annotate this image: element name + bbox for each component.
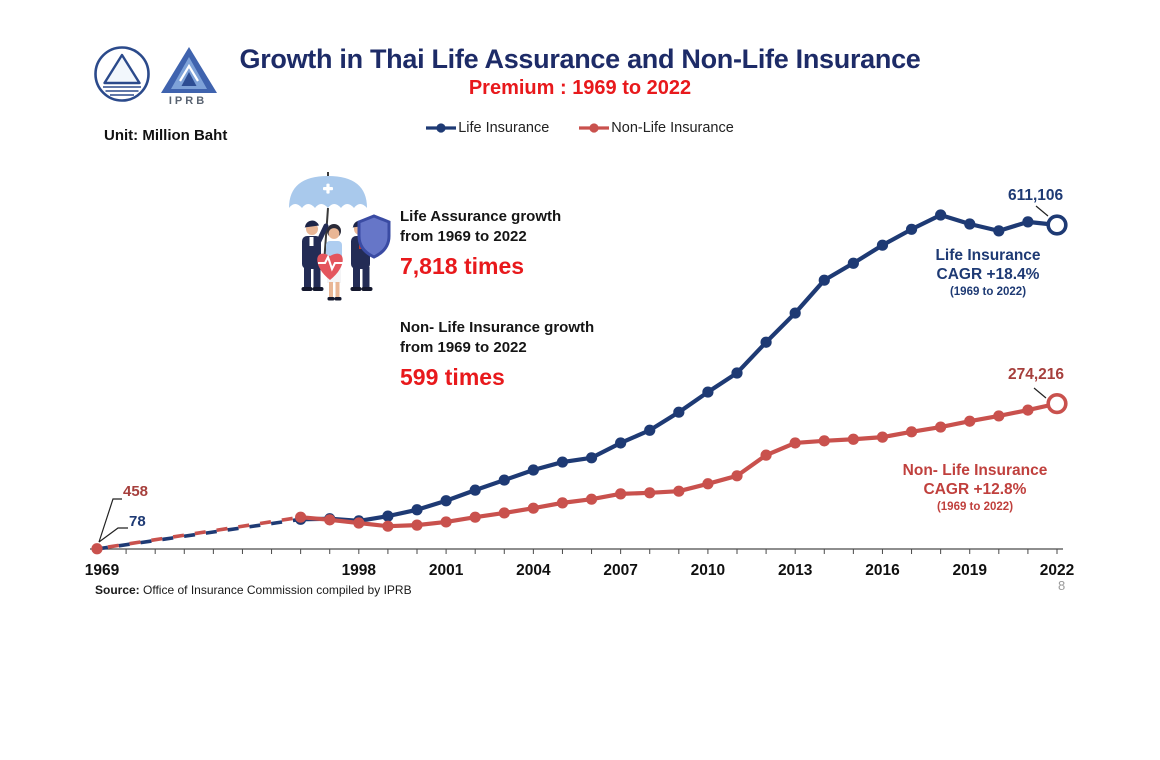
nonlife-growth-times: 599 times [400, 363, 505, 390]
svg-text:2010: 2010 [690, 562, 726, 579]
iprb-logo-text: IPRB [168, 95, 208, 107]
life-cagr-period: (1969 to 2022) [949, 285, 1027, 298]
svg-text:1969: 1969 [84, 562, 120, 579]
nonlife-growth-line2: from 1969 to 2022 [400, 339, 527, 357]
life-cagr-name: Life Insurance [935, 247, 1041, 264]
legend-label-nonlife: Non-Life Insurance [611, 120, 734, 136]
life-end-value-label: 611,106 [1008, 187, 1064, 204]
svg-text:2022: 2022 [1039, 562, 1075, 579]
page-title: Growth in Thai Life Assurance and Non-Life Insurance [239, 44, 921, 74]
svg-text:2007: 2007 [603, 562, 638, 579]
unit-label: Unit: Million Baht [104, 127, 228, 144]
nonlife-cagr-value: CAGR +12.8% [923, 481, 1027, 499]
life-cagr-value: CAGR +18.4% [936, 266, 1040, 284]
svg-text:2004: 2004 [516, 562, 551, 579]
page-subtitle: Premium : 1969 to 2022 [468, 77, 692, 99]
life-growth-line1: Life Assurance growth [400, 208, 562, 225]
svg-text:2016: 2016 [865, 562, 900, 579]
source-label: Source: [95, 583, 140, 597]
life-cagr-annotation [868, 246, 1108, 299]
nonlife-cagr-period: (1969 to 2022) [936, 500, 1014, 513]
life-start-value-label: 78 [129, 513, 146, 530]
life-growth-line2: from 1969 to 2022 [400, 228, 527, 246]
nonlife-start-value-label: 458 [123, 483, 149, 500]
svg-text:2001: 2001 [428, 562, 464, 579]
nonlife-end-value-label: 274,216 [1008, 366, 1065, 383]
page-number: 8 [1058, 578, 1066, 593]
life-growth-times: 7,818 times [400, 252, 525, 279]
svg-text:2019: 2019 [952, 562, 987, 579]
nonlife-growth-line1: Non- Life Insurance growth [400, 319, 595, 336]
source-text: Office of Insurance Commission compiled by IPRB [139, 583, 412, 597]
source-note [95, 583, 412, 597]
nonlife-cagr-annotation [855, 461, 1095, 514]
svg-text:2013: 2013 [777, 562, 813, 579]
legend-label-life: Life Insurance [458, 120, 550, 136]
nonlife-cagr-name: Non- Life Insurance [902, 462, 1048, 479]
svg-text:1998: 1998 [341, 562, 377, 579]
